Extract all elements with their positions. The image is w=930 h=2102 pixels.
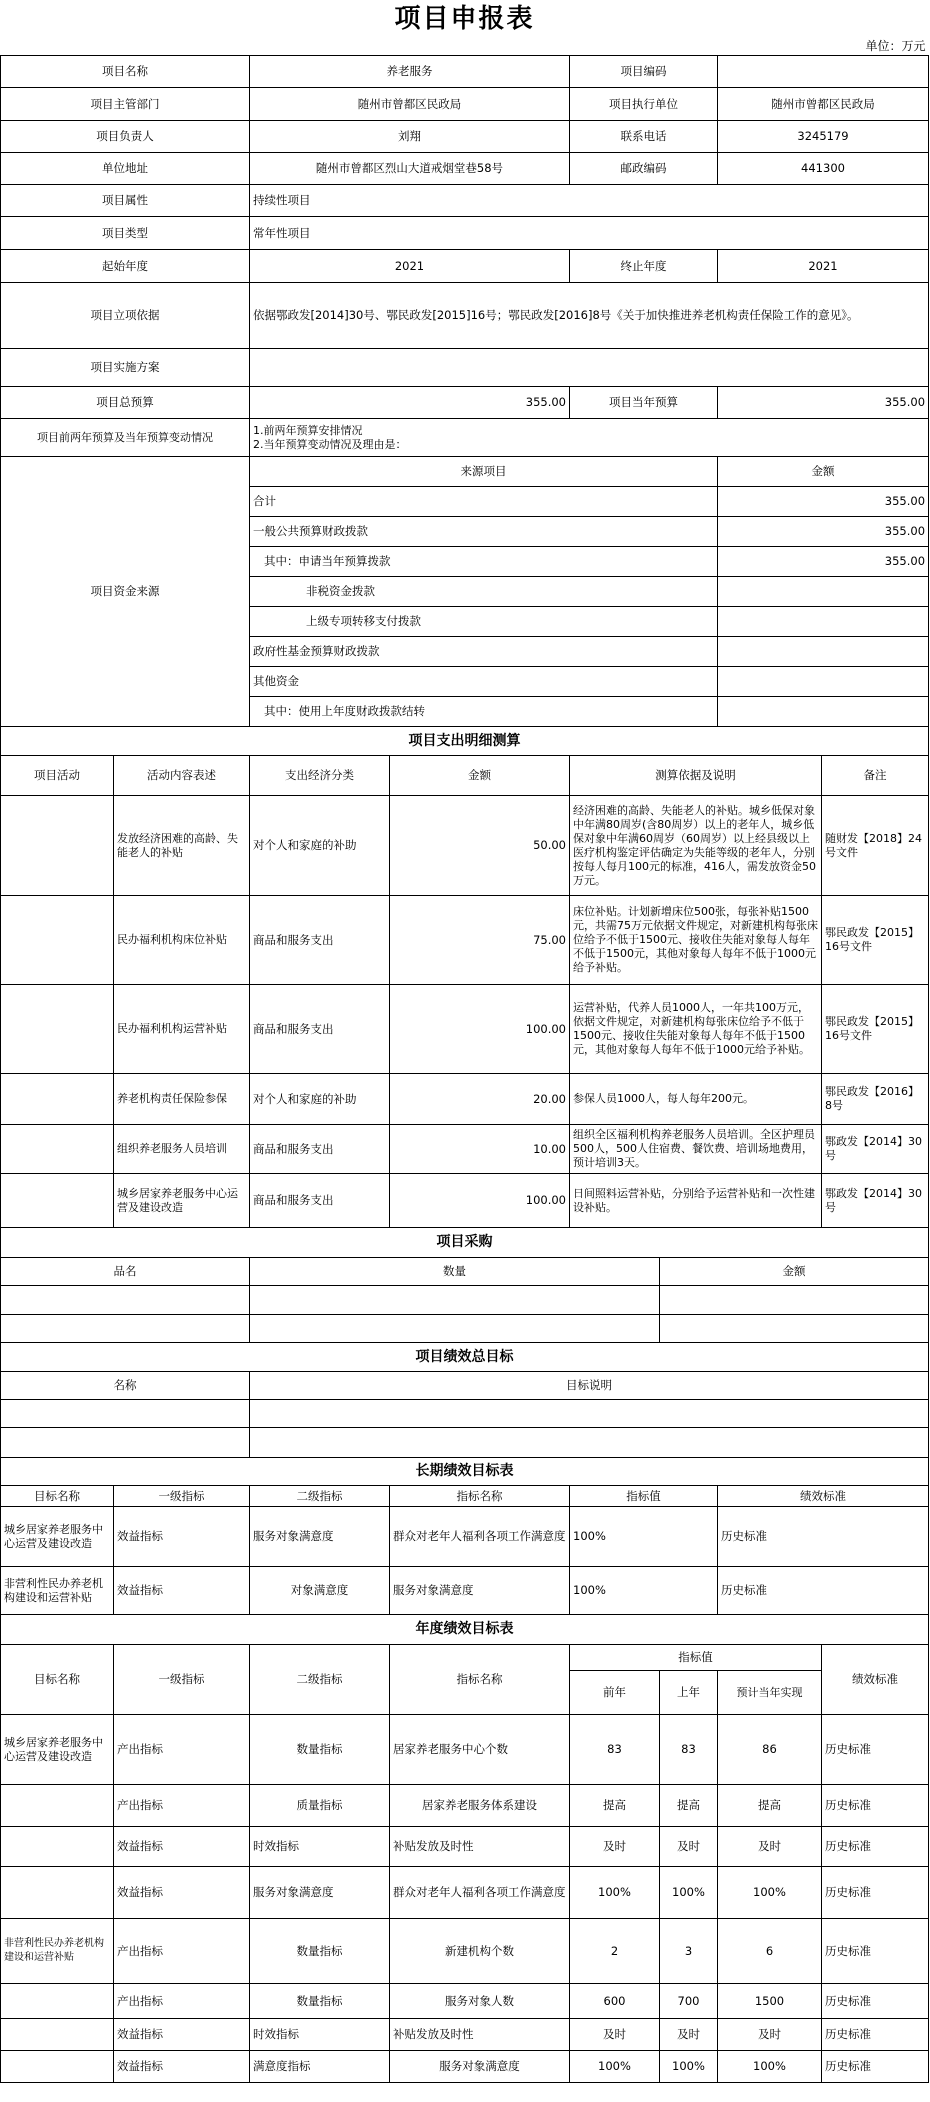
funding-row-amount: 355.00 bbox=[718, 547, 929, 577]
funding-row-name: 非税资金拨款 bbox=[250, 577, 718, 607]
exec-unit-value: 随州市曾都区民政局 bbox=[718, 88, 929, 121]
annual-row: 效益指标 时效指标 补贴发放及时性 及时 及时 及时 历史标准 bbox=[1, 1827, 929, 1867]
annual-row: 非营利性民办养老机构建设和运营补贴 产出指标 数量指标 新建机构个数 2 3 6 历史标准 bbox=[1, 1919, 929, 1984]
funding-row-name: 政府性基金预算财政拨款 bbox=[250, 637, 718, 667]
basis-value: 依据鄂政发[2014]30号、鄂民政发[2015]16号；鄂民政发[2016]8号《关于加快推进养老机构责任保险工作的意见》。 bbox=[250, 283, 929, 349]
annual-header-prev2: 前年 bbox=[570, 1671, 660, 1715]
annual-header-l2: 二级指标 bbox=[250, 1645, 390, 1715]
annual-header-target: 目标名称 bbox=[1, 1645, 114, 1715]
expense-row: 民办福利机构运营补贴 商品和服务支出 100.00 运营补贴，代养人员1000人，一年共100万元，依据文件规定，对新建机构每张床位给予不低于1500元、接收住失能对象每人每年不低于1500元，其他对象每人每年不低于1000元给予补贴。 鄂民政发【2015】16号文件 bbox=[1, 985, 929, 1074]
funding-row-name: 其中：使用上年度财政拨款结转 bbox=[250, 697, 718, 727]
leader-label: 项目负责人 bbox=[1, 121, 250, 153]
procurement-header: 品名 bbox=[1, 1258, 250, 1286]
expense-row: 民办福利机构床位补贴 商品和服务支出 75.00 床位补贴。计划新增床位500张，每张补贴1500元，共需75万元依据文件规定，对新建机构每张床位给予不低于1500元、接收住失能对象每人每年不低于1500元，其他对象每人每年不低于1000元给予补贴。 鄂民政发【2015】16号文件 bbox=[1, 896, 929, 985]
long-term-row: 城乡居家养老服务中心运营及建设改造 效益指标 服务对象满意度 群众对老年人福利各项工作满意度 100% 历史标准 bbox=[1, 1507, 929, 1567]
long-term-header: 绩效标准 bbox=[718, 1486, 929, 1507]
dept-value: 随州市曾都区民政局 bbox=[250, 88, 570, 121]
annual-section-title: 年度绩效目标表 bbox=[1, 1615, 929, 1645]
long-term-row: 非营利性民办养老机构建设和运营补贴 效益指标 对象满意度 服务对象满意度 100% 历史标准 bbox=[1, 1567, 929, 1615]
long-term-header: 一级指标 bbox=[114, 1486, 250, 1507]
expense-row: 城乡居家养老服务中心运营及建设改造 商品和服务支出 100.00 日间照料运营补贴，分别给予运营补贴和一次性建设补贴。 鄂政发【2014】30号 bbox=[1, 1174, 929, 1228]
expense-header: 金额 bbox=[390, 756, 570, 796]
funding-row-name: 其中：申请当年预算拨款 bbox=[250, 547, 718, 577]
long-term-section-title: 长期绩效目标表 bbox=[1, 1458, 929, 1486]
expense-header: 活动内容表述 bbox=[114, 756, 250, 796]
procurement-empty-row bbox=[1, 1286, 929, 1315]
funding-row-amount: 355.00 bbox=[718, 517, 929, 547]
zip-label: 邮政编码 bbox=[570, 153, 718, 185]
expense-section-title: 项目支出明细测算 bbox=[1, 727, 929, 756]
budget-change-line2: 2.当年预算变动情况及理由是： bbox=[253, 437, 407, 451]
end-year-value: 2021 bbox=[718, 250, 929, 283]
expense-header: 项目活动 bbox=[1, 756, 114, 796]
type-label: 项目类型 bbox=[1, 217, 250, 250]
end-year-label: 终止年度 bbox=[570, 250, 718, 283]
expense-header: 支出经济分类 bbox=[250, 756, 390, 796]
budget-change-value bbox=[250, 419, 929, 457]
funding-row-name: 一般公共预算财政拨款 bbox=[250, 517, 718, 547]
procurement-header: 数量 bbox=[250, 1258, 660, 1286]
funding-row-name: 其他资金 bbox=[250, 667, 718, 697]
budget-change-line1: 1.前两年预算安排情况 bbox=[253, 423, 363, 437]
perf-total-empty-row bbox=[1, 1428, 929, 1458]
funding-col-source: 来源项目 bbox=[250, 457, 718, 487]
annual-row: 产出指标 数量指标 服务对象人数 600 700 1500 历史标准 bbox=[1, 1984, 929, 2019]
funding-row-amount bbox=[718, 637, 929, 667]
start-year-label: 起始年度 bbox=[1, 250, 250, 283]
expense-row: 组织养老服务人员培训 商品和服务支出 10.00 组织全区福利机构养老服务人员培训。全区护理员500人，500人住宿费、餐饮费、培训场地费用，预计培训3天。 鄂政发【2014】30号 bbox=[1, 1125, 929, 1174]
total-budget-label: 项目总预算 bbox=[1, 387, 250, 419]
annual-header-value: 指标值 bbox=[570, 1645, 822, 1671]
project-name-label: 项目名称 bbox=[1, 56, 250, 88]
annual-row: 城乡居家养老服务中心运营及建设改造 产出指标 数量指标 居家养老服务中心个数 83 83 86 历史标准 bbox=[1, 1715, 929, 1785]
start-year-value: 2021 bbox=[250, 250, 570, 283]
type-value: 常年性项目 bbox=[250, 217, 929, 250]
plan-label: 项目实施方案 bbox=[1, 349, 250, 387]
annual-row: 产出指标 质量指标 居家养老服务体系建设 提高 提高 提高 历史标准 bbox=[1, 1785, 929, 1827]
year-budget-label: 项目当年预算 bbox=[570, 387, 718, 419]
expense-row: 发放经济困难的高龄、失能老人的补贴 对个人和家庭的补助 50.00 经济困难的高龄、失能老人的补贴。城乡低保对象中年满80周岁(含80周岁）以上的老年人，城乡低保对象中年满60周岁（60周岁）以上经县级以上医疗机构鉴定评估确定为失能等级的老年人，分别按每人每月100元的标准，416人，需发放资金50万元。 随财发【2018】24号文件 bbox=[1, 796, 929, 896]
expense-row: 养老机构责任保险参保 对个人和家庭的补助 20.00 参保人员1000人，每人每年200元。 鄂民政发【2016】8号 bbox=[1, 1074, 929, 1125]
long-term-header: 指标值 bbox=[570, 1486, 718, 1507]
phone-value: 3245179 bbox=[718, 121, 929, 153]
funding-row-name: 上级专项转移支付拨款 bbox=[250, 607, 718, 637]
procurement-section-title: 项目采购 bbox=[1, 1228, 929, 1258]
annual-header-l1: 一级指标 bbox=[114, 1645, 250, 1715]
funding-label: 项目资金来源 bbox=[1, 457, 250, 727]
perf-total-empty-row bbox=[1, 1400, 929, 1428]
funding-row-amount bbox=[718, 607, 929, 637]
perf-total-header: 名称 bbox=[1, 1372, 250, 1400]
procurement-empty-row bbox=[1, 1315, 929, 1343]
project-code-label: 项目编码 bbox=[570, 56, 718, 88]
address-value: 随州市曾都区烈山大道戒烟堂巷58号 bbox=[250, 153, 570, 185]
funding-row-amount bbox=[718, 697, 929, 727]
project-name-value: 养老服务 bbox=[250, 56, 570, 88]
address-label: 单位地址 bbox=[1, 153, 250, 185]
attribute-value: 持续性项目 bbox=[250, 185, 929, 217]
perf-total-section-title: 项目绩效总目标 bbox=[1, 1343, 929, 1372]
expense-header: 测算依据及说明 bbox=[570, 756, 822, 796]
unit-label: 单位：万元 bbox=[1, 38, 929, 56]
leader-value: 刘翔 bbox=[250, 121, 570, 153]
annual-header-name: 指标名称 bbox=[390, 1645, 570, 1715]
funding-row-amount bbox=[718, 667, 929, 697]
plan-value bbox=[250, 349, 929, 387]
annual-rows-table bbox=[0, 1714, 929, 2083]
project-code-value bbox=[718, 56, 929, 88]
funding-row-name: 合计 bbox=[250, 487, 718, 517]
annual-header-prev1: 上年 bbox=[660, 1671, 718, 1715]
perf-total-header: 目标说明 bbox=[250, 1372, 929, 1400]
expense-header: 备注 bbox=[822, 756, 929, 796]
annual-row: 效益指标 时效指标 补贴发放及时性 及时 及时 及时 历史标准 bbox=[1, 2019, 929, 2051]
zip-value: 441300 bbox=[718, 153, 929, 185]
annual-header-std: 绩效标准 bbox=[822, 1645, 929, 1715]
annual-row: 效益指标 满意度指标 服务对象满意度 100% 100% 100% 历史标准 bbox=[1, 2051, 929, 2083]
funding-col-amount: 金额 bbox=[718, 457, 929, 487]
funding-row-amount: 355.00 bbox=[718, 487, 929, 517]
annual-header-expect: 预计当年实现 bbox=[718, 1671, 822, 1715]
exec-unit-label: 项目执行单位 bbox=[570, 88, 718, 121]
page-title: 项目申报表 bbox=[394, 3, 535, 34]
dept-label: 项目主管部门 bbox=[1, 88, 250, 121]
year-budget-value: 355.00 bbox=[718, 387, 929, 419]
long-term-header: 目标名称 bbox=[1, 1486, 114, 1507]
basis-label: 项目立项依据 bbox=[1, 283, 250, 349]
annual-row: 效益指标 服务对象满意度 群众对老年人福利各项工作满意度 100% 100% 100% 历史标准 bbox=[1, 1867, 929, 1919]
long-term-header: 二级指标 bbox=[250, 1486, 390, 1507]
attribute-label: 项目属性 bbox=[1, 185, 250, 217]
budget-change-label: 项目前两年预算及当年预算变动情况 bbox=[1, 419, 250, 457]
long-term-header: 指标名称 bbox=[390, 1486, 570, 1507]
funding-row-amount bbox=[718, 577, 929, 607]
phone-label: 联系电话 bbox=[570, 121, 718, 153]
procurement-header: 金额 bbox=[660, 1258, 929, 1286]
total-budget-value: 355.00 bbox=[250, 387, 570, 419]
